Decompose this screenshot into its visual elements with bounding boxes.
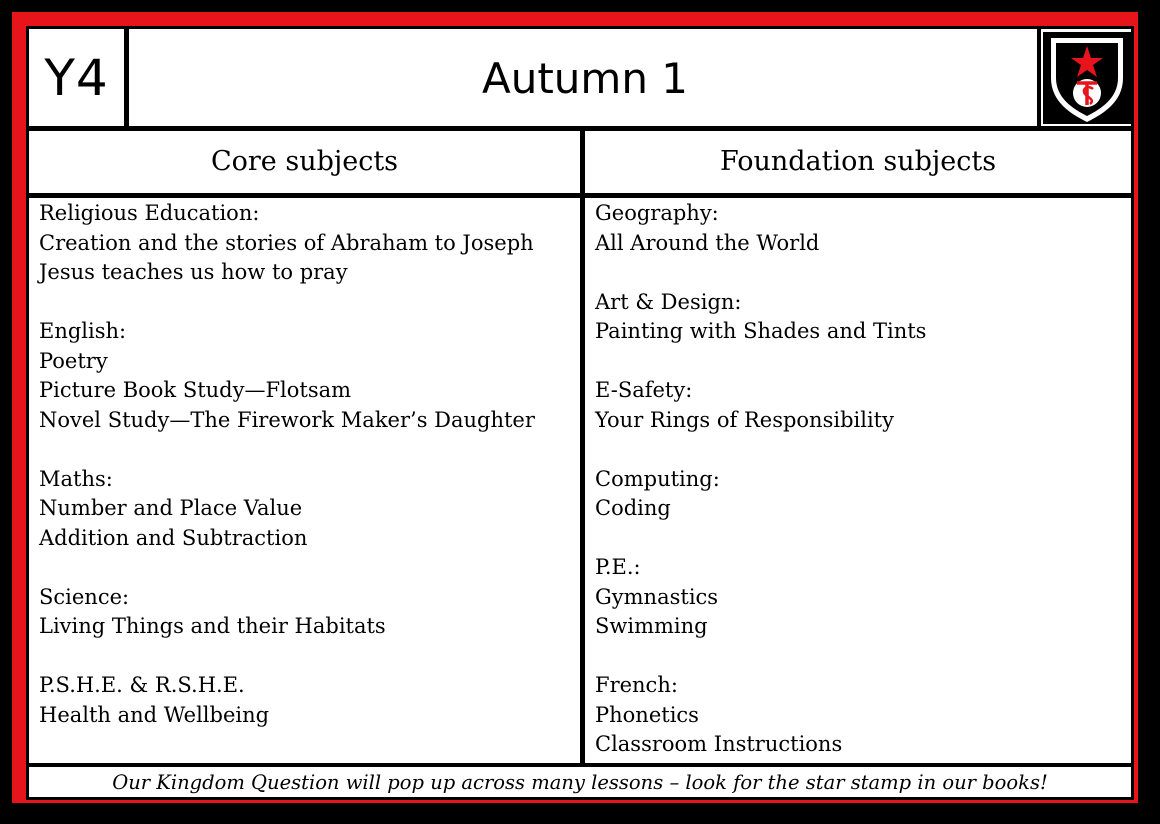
list-item: All Around the World — [595, 230, 820, 255]
list-item: Poetry — [39, 348, 108, 373]
divider — [580, 129, 585, 764]
subject-heading: Computing: — [595, 466, 720, 491]
subject-heading: Maths: — [39, 466, 113, 491]
divider — [124, 29, 129, 127]
list-item: Novel Study—The Firework Maker’s Daughter — [39, 407, 535, 432]
subject-heading: French: — [595, 673, 678, 697]
list-item: Painting with Shades and Tints — [595, 319, 927, 343]
year-label: Y4 — [44, 49, 109, 107]
subject-heading: P.E.: — [595, 555, 641, 579]
list-item: Creation and the stories of Abraham to Joseph — [39, 230, 534, 255]
core-subjects-list — [39, 199, 535, 730]
subject-heading: Art & Design: — [595, 289, 742, 314]
list-item: Picture Book Study—Flotsam — [39, 378, 352, 402]
list-item: Your Rings of Responsibility — [595, 407, 894, 432]
list-item: Number and Place Value — [39, 496, 303, 520]
subject-heading: Science: — [39, 584, 130, 609]
list-item: Swimming — [595, 614, 708, 638]
kingdom-question-footer: Our Kingdom Question will pop up across many lessons – look for the star stamp in our books! — [112, 770, 1048, 794]
subject-heading: P.S.H.E. & R.S.H.E. — [39, 673, 245, 697]
divider — [29, 193, 1131, 198]
list-item: Gymnastics — [595, 584, 719, 609]
subject-heading: Geography: — [595, 201, 719, 225]
list-item: Jesus teaches us how to pray — [39, 260, 348, 284]
subject-heading: Religious Education: — [39, 201, 260, 225]
list-item: Coding — [595, 496, 671, 520]
subject-heading: English: — [39, 319, 127, 343]
list-item: Living Things and their Habitats — [39, 614, 386, 638]
overview-sheet — [26, 26, 1134, 800]
term-title: Autumn 1 — [481, 53, 689, 103]
school-crest-star-icon — [1040, 29, 1134, 127]
list-item: Classroom Instructions — [595, 732, 843, 756]
foundation-subjects-list — [595, 199, 926, 760]
list-item: Phonetics — [595, 702, 699, 727]
list-item: Addition and Subtraction — [39, 525, 308, 550]
subject-heading: E-Safety: — [595, 378, 693, 402]
core-subjects-heading: Core subjects — [210, 145, 399, 177]
list-item: Health and Wellbeing — [39, 702, 270, 727]
foundation-subjects-heading: Foundation subjects — [719, 145, 997, 177]
